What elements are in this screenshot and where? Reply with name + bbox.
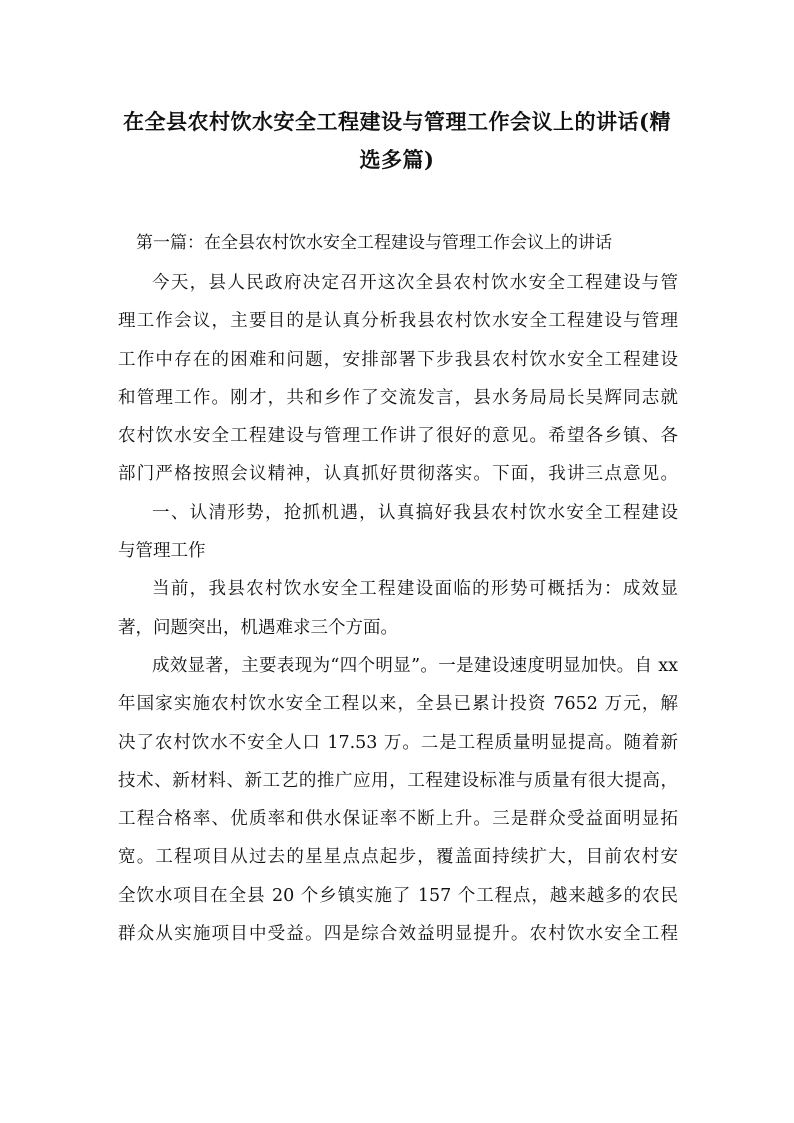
body-line: 技术、新材料、新工艺的推广应用，工程建设标准与质量有很大提高， [118,770,678,791]
body-line: 年国家实施农村饮水安全工程以来，全县已累计投资 7652 万元，解 [118,694,678,715]
body-line: 群众从实施项目中受益。四是综合效益明显提升。农村饮水安全工程 [118,924,678,945]
body-line: 著，问题突出，机遇难求三个方面。 [118,617,398,638]
body-line: 决了农村饮水不安全人口 17.53 万。二是工程质量明显提高。随着新 [118,732,678,753]
document-title-line-1: 在全县农村饮水安全工程建设与管理工作会议上的讲话(精 [123,109,671,134]
body-line: 工程合格率、优质率和供水保证率不断上升。三是群众受益面明显拓 [118,809,678,830]
body-line: 工作中存在的困难和问题，安排部署下步我县农村饮水安全工程建设 [118,349,678,370]
document-body [118,264,678,953]
body-line: 成效显著，主要表现为“四个明显”。一是建设速度明显加快。自 xx [152,655,678,676]
body-line: 农村饮水安全工程建设与管理工作讲了很好的意见。希望各乡镇、各 [118,426,678,447]
body-line: 当前，我县农村饮水安全工程建设面临的形势可概括为：成效显 [152,579,678,600]
body-line: 全饮水项目在全县 20 个乡镇实施了 157 个工程点，越来越多的农民 [118,885,678,906]
body-line: 理工作会议，主要目的是认真分析我县农村饮水安全工程建设与管理 [118,311,678,332]
section-heading: 第一篇：在全县农村饮水安全工程建设与管理工作会议上的讲话 [136,233,612,253]
body-line: 与管理工作 [118,541,206,562]
body-line: 宽。工程项目从过去的星星点点起步，覆盖面持续扩大，目前农村安 [118,847,678,868]
body-line: 部门严格按照会议精神，认真抓好贯彻落实。下面，我讲三点意见。 [118,464,678,485]
body-line: 今天，县人民政府决定召开这次全县农村饮水安全工程建设与管 [152,273,678,293]
body-line: 和管理工作。刚才，共和乡作了交流发言，县水务局局长吴辉同志就 [118,387,678,408]
body-line: 一、认清形势，抢抓机遇，认真搞好我县农村饮水安全工程建设 [152,502,678,523]
document-title-line-2: 选多篇) [359,147,435,172]
